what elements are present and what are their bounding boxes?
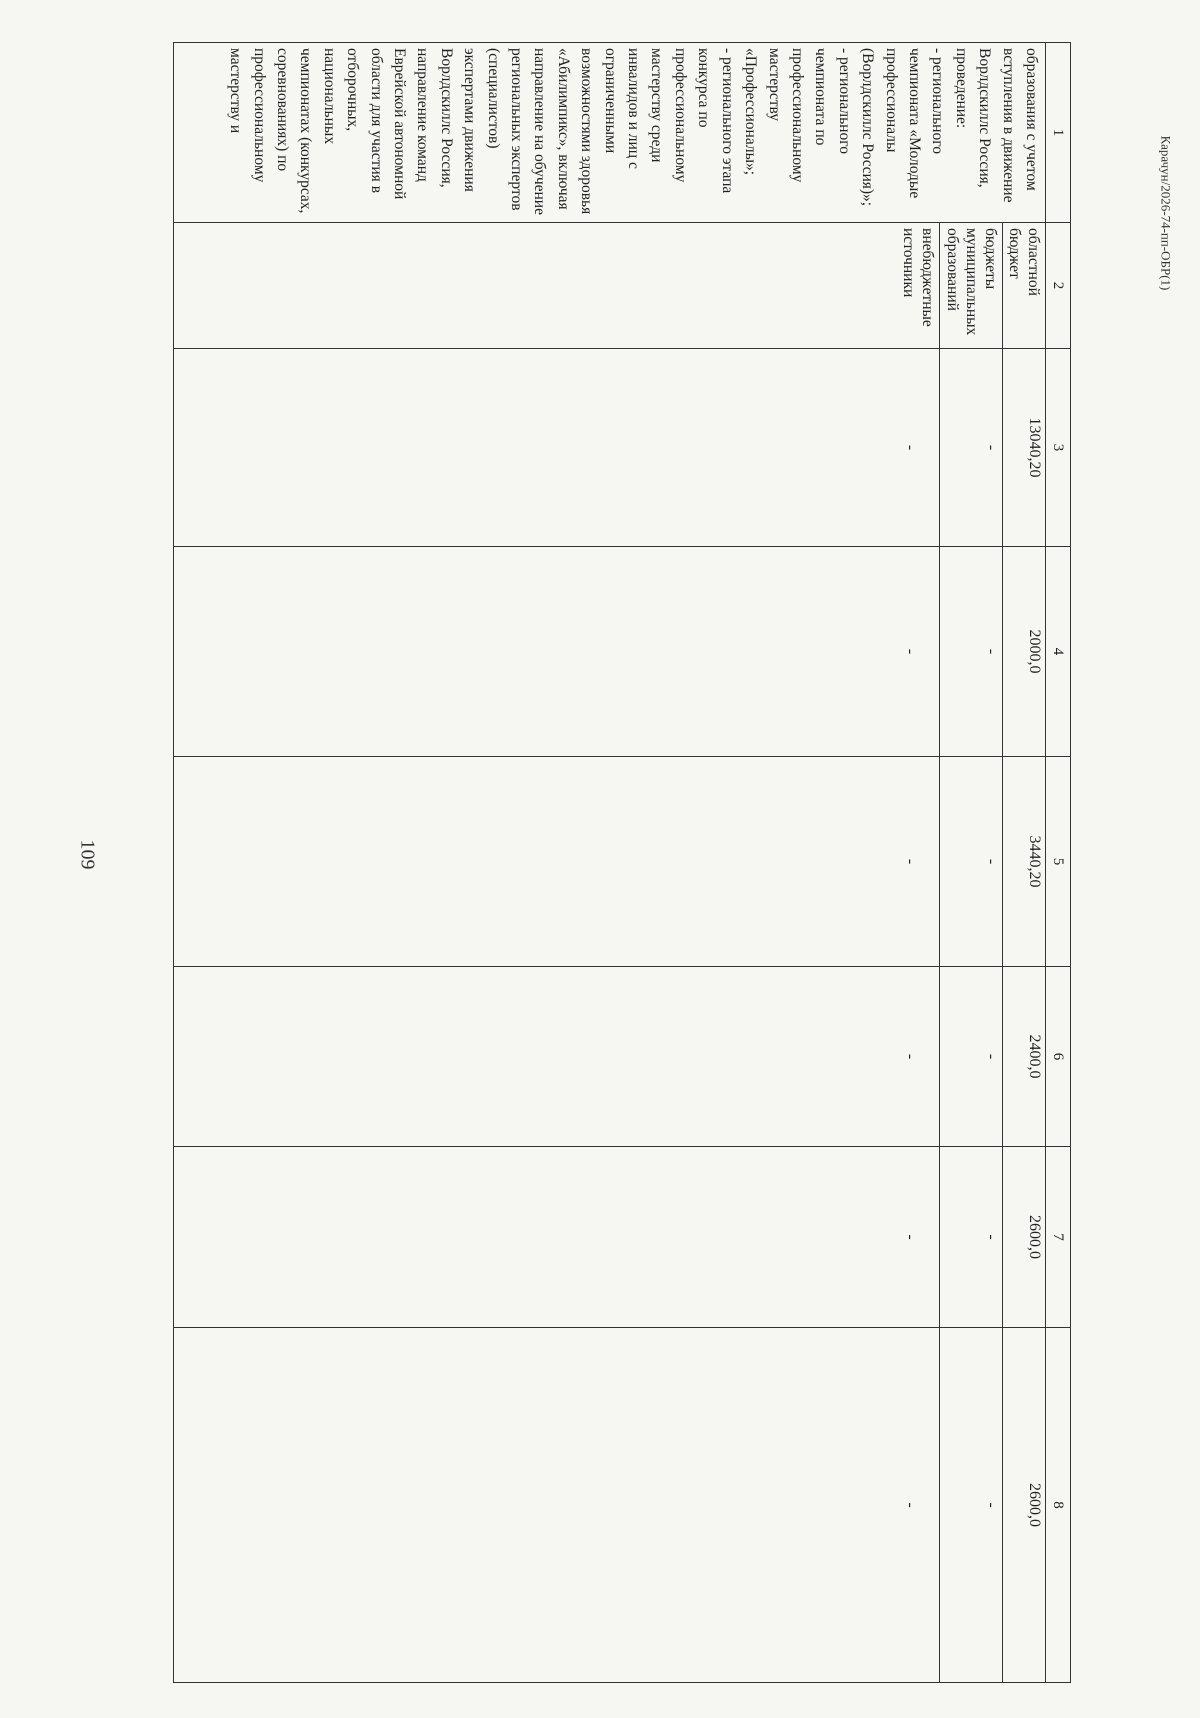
description-line: направление команд xyxy=(414,48,432,182)
value-cell: 13040,20 xyxy=(1003,349,1046,547)
description-line: мастерству xyxy=(765,48,783,122)
value-cell: 2600,0 xyxy=(1003,1147,1046,1328)
column-number: 8 xyxy=(1046,1328,1071,1683)
description-line: направление на обучение xyxy=(531,48,549,215)
funding-source: бюджеты муниципальных образований xyxy=(940,223,1003,349)
description-line: проведение: xyxy=(952,48,970,129)
description-line: чемпионатах (конкурсах, xyxy=(297,48,315,214)
description-line: Ворлдскиллс Россия, xyxy=(976,48,994,188)
description-line: области для участия в xyxy=(367,48,385,194)
table-row xyxy=(940,43,1003,1683)
description-line: возможностями здоровья xyxy=(578,48,596,215)
column-number: 7 xyxy=(1046,1147,1071,1328)
value-cell: 2600,0 xyxy=(1003,1328,1046,1683)
value-cell: - xyxy=(174,1147,940,1328)
document-code: Карачун/2026-74-пп-ОБР(1) xyxy=(1158,135,1174,291)
column-number-row xyxy=(1046,43,1071,1683)
description-line: отборочных, xyxy=(344,48,362,132)
value-cell: - xyxy=(174,349,940,547)
description-line: (Ворлдскиллс Россия)»; xyxy=(859,48,877,207)
description-line: национальных xyxy=(320,48,338,145)
column-number: 2 xyxy=(1046,223,1071,349)
description-line: образования с учетом xyxy=(1023,48,1040,191)
value-cell: 3440,20 xyxy=(1003,757,1046,967)
description-line: «Абилимпикс», включая xyxy=(554,48,572,210)
description-line: вступления в движение xyxy=(999,48,1017,203)
funding-source: областной бюджет xyxy=(1003,223,1046,349)
value-cell: 2400,0 xyxy=(1003,967,1046,1147)
column-number: 1 xyxy=(1046,43,1071,223)
description-line: «Профессионалы»; xyxy=(742,48,760,176)
value-cell: - xyxy=(174,1328,940,1683)
description-line: мастерству и xyxy=(227,48,245,134)
value-cell: - xyxy=(940,1147,1003,1328)
description-line: профессионалы xyxy=(882,48,900,153)
description-line: (специалистов) xyxy=(484,48,502,149)
description-line: профессиональному xyxy=(250,48,268,183)
description-line: профессиональному xyxy=(788,48,806,183)
description-line: Ворлдскиллс Россия, xyxy=(437,48,455,188)
description-line: - регионального xyxy=(835,48,853,154)
description-line: профессиональному xyxy=(671,48,689,183)
description-line: конкурса по xyxy=(695,48,713,128)
description-line: чемпионата по xyxy=(812,48,830,146)
page-number: 109 xyxy=(76,839,99,870)
value-cell: - xyxy=(174,547,940,757)
budget-table xyxy=(173,42,1071,1683)
table-row xyxy=(174,43,940,1683)
measure-description xyxy=(174,43,1046,223)
description-line: - регионального xyxy=(929,48,947,154)
column-number: 4 xyxy=(1046,547,1071,757)
column-number: 6 xyxy=(1046,967,1071,1147)
value-cell: - xyxy=(940,547,1003,757)
value-cell: - xyxy=(940,967,1003,1147)
column-number: 3 xyxy=(1046,349,1071,547)
value-cell: 2000,0 xyxy=(1003,547,1046,757)
description-line: ограниченными xyxy=(601,48,619,154)
description-line: мастерству среди xyxy=(648,48,666,163)
funding-source: внебюджетные источники xyxy=(174,223,940,349)
value-cell: - xyxy=(940,757,1003,967)
column-number: 5 xyxy=(1046,757,1071,967)
description-line: - регионального этапа xyxy=(718,48,736,194)
value-cell: - xyxy=(174,757,940,967)
description-line: региональных экспертов xyxy=(508,48,526,211)
value-cell: - xyxy=(940,349,1003,547)
table-row xyxy=(1003,43,1046,1683)
description-line: Еврейской автономной xyxy=(391,48,409,200)
description-line: чемпионата «Молодые xyxy=(905,48,923,199)
value-cell: - xyxy=(174,967,940,1147)
value-cell: - xyxy=(940,1328,1003,1683)
description-line: экспертами движения xyxy=(461,48,479,192)
description-line: инвалидов и лиц с xyxy=(625,48,643,169)
description-line: соревнованиях) по xyxy=(274,48,291,172)
budget-table-wrapper xyxy=(173,42,1071,1682)
